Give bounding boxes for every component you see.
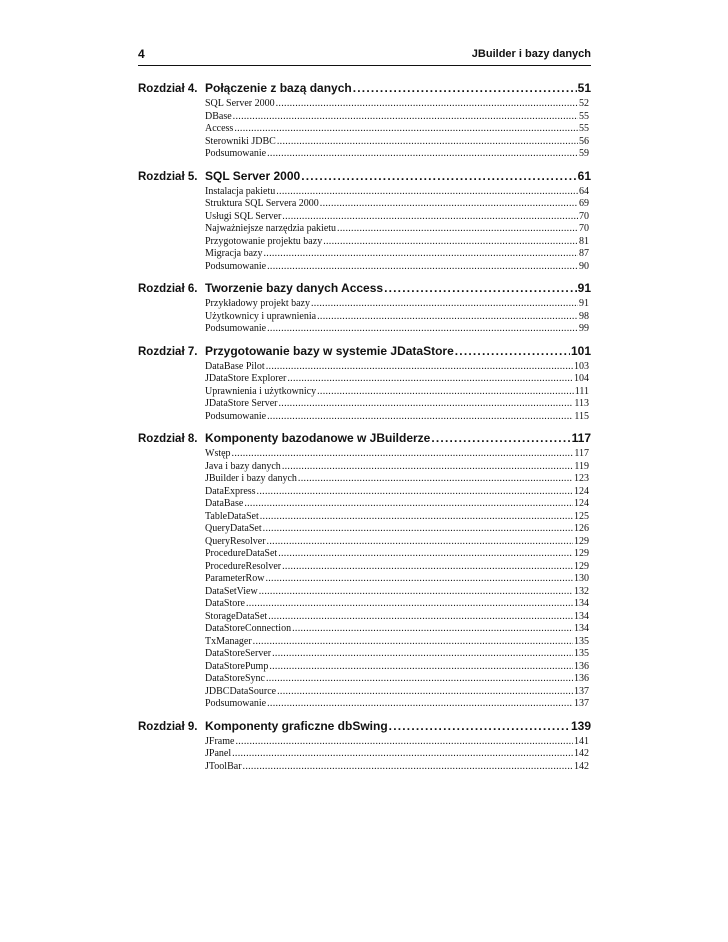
dot-leader (384, 281, 577, 295)
entry-page: 104 (574, 373, 589, 384)
dot-leader (276, 186, 578, 199)
toc-entry (205, 123, 589, 136)
toc-entry (205, 661, 589, 674)
entry-title: StorageDataSet (205, 610, 268, 622)
entry-page: 87 (579, 248, 589, 259)
chapter-title: Komponenty bazodanowe w JBuilderze (205, 431, 431, 445)
entry-page: 142 (574, 748, 589, 759)
toc-entry (205, 311, 589, 324)
entry-page: 113 (574, 398, 589, 409)
toc-entry (205, 623, 589, 636)
toc-entry (205, 686, 589, 699)
dot-leader (455, 344, 570, 358)
dot-leader (277, 686, 573, 699)
toc-entry (205, 698, 589, 711)
entry-title: TxManager (205, 635, 252, 647)
toc-chapter (0, 430, 728, 711)
dot-leader (265, 573, 573, 586)
chapter-title: SQL Server 2000 (205, 168, 301, 183)
entry-page: 130 (574, 573, 589, 584)
dot-leader (268, 611, 573, 624)
toc-chapter (0, 280, 728, 336)
entry-title: JBuilder i bazy danych (205, 473, 297, 484)
entry-page: 69 (579, 198, 589, 209)
dot-leader (257, 486, 573, 499)
toc-chapter (0, 718, 728, 774)
entry-title: Usługi SQL Server (205, 210, 282, 222)
entry-page: 103 (574, 360, 589, 372)
entry-title: DataBase (205, 498, 244, 509)
toc-entry (205, 448, 589, 461)
section-list (0, 186, 728, 274)
dot-leader (337, 223, 578, 236)
chapter-label: Rozdział 5. (138, 170, 198, 183)
entry-title: Najważniejsze narzędzia pakietu (205, 223, 337, 234)
dot-leader (253, 636, 573, 649)
chapter-heading (0, 343, 728, 361)
entry-title: Java i bazy danych (205, 460, 281, 472)
toc-entry (205, 761, 589, 774)
toc-entry (205, 523, 589, 536)
chapter-page: 139 (570, 718, 591, 733)
toc-entry (205, 361, 589, 374)
entry-title: Sterowniki JDBC (205, 135, 276, 147)
dot-leader (298, 473, 573, 486)
entry-page: 135 (574, 635, 589, 647)
dot-leader (282, 211, 578, 224)
entry-title: Podsumowanie (205, 698, 267, 709)
dot-leader (311, 298, 578, 311)
toc-entry (205, 248, 589, 261)
entry-page: 98 (579, 310, 589, 322)
entry-title: Podsumowanie (205, 148, 267, 159)
dot-leader (263, 248, 578, 261)
chapter-heading (0, 168, 728, 186)
entry-page: 125 (574, 510, 589, 522)
chapter-heading (0, 430, 728, 448)
toc-entry (205, 511, 589, 524)
entry-page: 59 (579, 148, 589, 159)
dot-leader (266, 361, 573, 374)
dot-leader (233, 111, 578, 124)
section-list (0, 361, 728, 424)
dot-leader (353, 81, 577, 95)
dot-leader (266, 673, 573, 686)
chapter-title-line (205, 169, 591, 183)
chapter-title-line (205, 431, 591, 445)
dot-leader (317, 311, 578, 324)
table-of-contents (0, 80, 728, 780)
toc-entry (205, 298, 589, 311)
chapter-title: Połączenie z bazą danych (205, 81, 352, 95)
dot-leader (267, 698, 573, 711)
entry-page: 90 (579, 260, 589, 272)
dot-leader (277, 136, 578, 149)
entry-page: 134 (574, 598, 589, 609)
chapter-label: Rozdział 7. (138, 345, 198, 358)
chapter-page: 101 (570, 343, 591, 358)
toc-entry (205, 261, 589, 274)
toc-entry (205, 561, 589, 574)
section-list (0, 448, 728, 711)
entry-page: 124 (574, 485, 589, 497)
entry-page: 137 (574, 685, 589, 697)
dot-leader (276, 98, 578, 111)
book-title: JBuilder i bazy danych (471, 48, 591, 60)
chapter-page: 51 (577, 81, 591, 95)
entry-title: Przygotowanie projektu bazy (205, 235, 323, 247)
entry-title: DataExpress (205, 485, 256, 497)
chapter-page: 117 (571, 431, 591, 445)
running-header (138, 47, 591, 66)
dot-leader (267, 411, 573, 424)
entry-title: ProcedureResolver (205, 560, 282, 572)
chapter-title-line (205, 344, 591, 358)
entry-title: DataStoreSync (205, 673, 265, 684)
dot-leader (323, 236, 578, 249)
toc-entry (205, 598, 589, 611)
toc-entry (205, 398, 589, 411)
entry-page: 141 (574, 735, 589, 747)
entry-page: 123 (574, 473, 589, 484)
toc-entry (205, 111, 589, 124)
toc-entry (205, 461, 589, 474)
entry-title: ParameterRow (205, 573, 265, 584)
entry-page: 117 (574, 448, 589, 459)
entry-title: SQL Server 2000 (205, 98, 275, 109)
dot-leader (246, 598, 573, 611)
entry-page: 136 (574, 673, 589, 684)
entry-page: 136 (574, 660, 589, 672)
dot-leader (232, 448, 574, 461)
entry-page: 91 (579, 298, 589, 309)
dot-leader (235, 736, 573, 749)
entry-page: 111 (574, 385, 589, 397)
chapter-label: Rozdział 8. (138, 433, 198, 445)
entry-page: 134 (574, 610, 589, 622)
entry-title: DataBase Pilot (205, 360, 265, 372)
toc-entry (205, 386, 589, 399)
entry-title: Uprawnienia i użytkownicy (205, 385, 317, 397)
dot-leader (301, 169, 576, 183)
entry-title: DBase (205, 110, 232, 122)
chapter-title-line (205, 719, 591, 733)
toc-entry (205, 98, 589, 111)
chapter-title: Przygotowanie bazy w systemie JDataStore (205, 343, 454, 358)
entry-page: 137 (574, 698, 589, 709)
toc-entry (205, 198, 589, 211)
entry-page: 119 (574, 460, 589, 472)
dot-leader (260, 511, 573, 524)
entry-title: JPanel (205, 748, 232, 759)
entry-page: 126 (574, 523, 589, 534)
entry-page: 124 (574, 498, 589, 509)
entry-page: 134 (574, 623, 589, 634)
dot-leader (269, 661, 573, 674)
dot-leader (234, 123, 578, 136)
toc-entry (205, 673, 589, 686)
entry-title: QueryResolver (205, 535, 266, 547)
toc-entry (205, 236, 589, 249)
chapter-title: Komponenty graficzne dbSwing (205, 718, 388, 733)
entry-title: Podsumowanie (205, 260, 267, 272)
dot-leader (282, 461, 574, 474)
entry-title: Podsumowanie (205, 323, 267, 334)
entry-page: 142 (574, 760, 589, 772)
entry-title: DataStorePump (205, 660, 269, 672)
dot-leader (267, 261, 578, 274)
dot-leader (272, 648, 573, 661)
dot-leader (389, 719, 570, 733)
toc-chapter (0, 80, 728, 161)
toc-entry (205, 573, 589, 586)
toc-chapter (0, 343, 728, 424)
dot-leader (267, 536, 573, 549)
chapter-title-line (205, 81, 591, 95)
toc-entry (205, 648, 589, 661)
entry-page: 115 (574, 410, 589, 422)
chapter-heading (0, 280, 728, 298)
toc-entry (205, 211, 589, 224)
chapter-label: Rozdział 4. (138, 83, 198, 95)
entry-page: 56 (579, 135, 589, 147)
entry-title: DataStoreServer (205, 648, 272, 659)
chapter-page: 91 (577, 281, 591, 295)
entry-page: 129 (574, 560, 589, 572)
toc-entry (205, 486, 589, 499)
entry-title: DataStore (205, 598, 245, 609)
chapter-heading (0, 718, 728, 736)
toc-entry (205, 223, 589, 236)
entry-page: 132 (574, 585, 589, 597)
toc-entry (205, 586, 589, 599)
dot-leader (244, 498, 573, 511)
toc-entry (205, 736, 589, 749)
entry-title: Migracja bazy (205, 248, 263, 259)
section-list (0, 298, 728, 336)
entry-title: Access (205, 123, 234, 134)
toc-entry (205, 536, 589, 549)
dot-leader (267, 323, 578, 336)
chapter-page: 61 (577, 168, 591, 183)
entry-page: 70 (579, 223, 589, 234)
entry-title: Użytkownicy i uprawnienia (205, 310, 317, 322)
section-list (0, 736, 728, 774)
dot-leader (232, 748, 573, 761)
entry-title: Wstęp (205, 448, 231, 459)
dot-leader (431, 431, 570, 445)
page-number: 4 (138, 47, 145, 61)
dot-leader (278, 398, 573, 411)
toc-entry (205, 498, 589, 511)
toc-entry (205, 548, 589, 561)
entry-page: 129 (574, 535, 589, 547)
dot-leader (287, 373, 573, 386)
entry-title: JDataStore Explorer (205, 373, 287, 384)
toc-entry (205, 148, 589, 161)
dot-leader (243, 761, 573, 774)
entry-title: Przykładowy projekt bazy (205, 298, 310, 309)
toc-entry (205, 473, 589, 486)
entry-title: JFrame (205, 735, 235, 747)
entry-title: TableDataSet (205, 510, 259, 522)
dot-leader (259, 586, 573, 599)
entry-page: 64 (579, 185, 589, 197)
chapter-title: Tworzenie bazy danych Access (205, 281, 384, 295)
entry-page: 135 (574, 648, 589, 659)
entry-title: Podsumowanie (205, 410, 267, 422)
dot-leader (263, 523, 573, 536)
dot-leader (282, 561, 573, 574)
entry-title: DataSetView (205, 585, 258, 597)
entry-title: Struktura SQL Servera 2000 (205, 198, 319, 209)
chapter-label: Rozdział 6. (138, 283, 198, 295)
entry-title: DataStoreConnection (205, 623, 292, 634)
toc-entry (205, 748, 589, 761)
toc-entry (205, 411, 589, 424)
dot-leader (320, 198, 578, 211)
entry-title: JToolBar (205, 760, 242, 772)
entry-title: JDataStore Server (205, 398, 278, 409)
toc-entry (205, 373, 589, 386)
chapter-title-line (205, 281, 591, 295)
toc-entry (205, 136, 589, 149)
entry-page: 52 (579, 98, 589, 109)
toc-entry (205, 323, 589, 336)
entry-title: QueryDataSet (205, 523, 262, 534)
entry-page: 99 (579, 323, 589, 334)
dot-leader (292, 623, 573, 636)
entry-page: 70 (579, 210, 589, 222)
toc-entry (205, 636, 589, 649)
entry-title: ProcedureDataSet (205, 548, 278, 559)
dot-leader (317, 386, 574, 399)
dot-leader (267, 148, 578, 161)
chapter-heading (0, 80, 728, 98)
toc-entry (205, 186, 589, 199)
entry-page: 55 (579, 123, 589, 134)
toc-entry (205, 611, 589, 624)
entry-page: 55 (579, 110, 589, 122)
entry-title: JDBCDataSource (205, 685, 277, 697)
dot-leader (278, 548, 573, 561)
entry-page: 81 (579, 235, 589, 247)
chapter-label: Rozdział 9. (138, 720, 198, 733)
entry-title: Instalacja pakietu (205, 185, 276, 197)
section-list (0, 98, 728, 161)
entry-page: 129 (574, 548, 589, 559)
toc-chapter (0, 168, 728, 274)
